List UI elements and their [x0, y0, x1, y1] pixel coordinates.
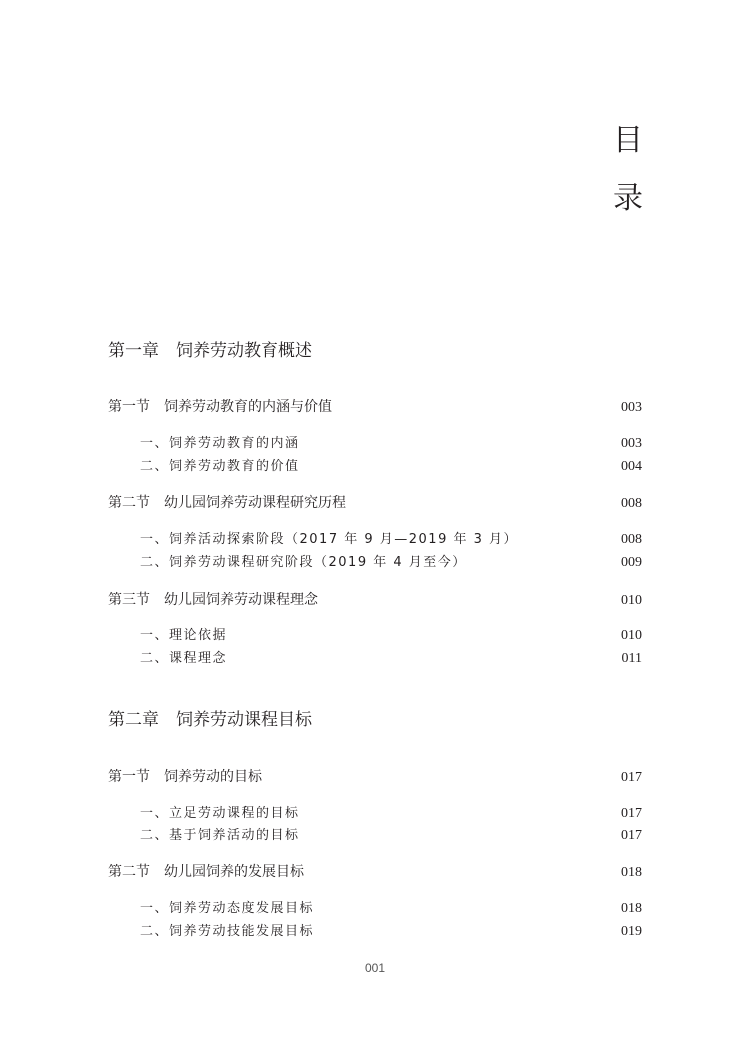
toc-item[interactable]	[140, 528, 642, 548]
section-title: 饲养劳动教育的内涵与价值	[164, 399, 332, 415]
section-number: 第二节	[108, 864, 150, 880]
chapter-heading	[108, 336, 642, 361]
toc-section[interactable]	[108, 861, 642, 881]
section-number: 第二节	[108, 495, 150, 511]
section-page-number: 017	[621, 770, 642, 785]
toc-item[interactable]	[140, 802, 642, 822]
toc-item[interactable]	[140, 647, 642, 667]
item-title: 一、理论依据	[140, 628, 228, 643]
item-title: 一、饲养劳动教育的内涵	[140, 436, 300, 451]
item-page-number: 017	[621, 828, 642, 843]
section-title: 幼儿园饲养劳动课程研究历程	[164, 495, 346, 511]
toc-item[interactable]	[140, 551, 642, 571]
toc-section[interactable]	[108, 766, 642, 786]
toc-title-char-2: 录	[613, 181, 643, 216]
item-title: 二、饲养劳动技能发展目标	[140, 924, 315, 939]
toc-item[interactable]	[140, 624, 642, 644]
toc-item[interactable]	[140, 920, 642, 940]
section-page-number: 008	[621, 496, 642, 511]
item-page-number: 018	[621, 901, 642, 916]
section-page-number: 003	[621, 400, 642, 415]
toc-section[interactable]	[108, 589, 642, 609]
item-page-number: 009	[621, 555, 642, 570]
item-title: 一、饲养劳动态度发展目标	[140, 901, 315, 916]
section-label	[108, 861, 304, 881]
section-page-number: 010	[621, 593, 642, 608]
toc-title-char-1: 目	[613, 123, 643, 158]
chapter-title: 第二章 饲养劳动课程目标	[108, 710, 312, 730]
section-label	[108, 492, 346, 512]
section-number: 第三节	[108, 592, 150, 608]
section-title: 幼儿园饲养的发展目标	[164, 864, 304, 880]
section-title: 幼儿园饲养劳动课程理念	[164, 592, 318, 608]
toc-item[interactable]	[140, 455, 642, 475]
item-page-number: 011	[621, 651, 642, 666]
section-title: 饲养劳动的目标	[164, 769, 262, 785]
item-page-number: 019	[621, 924, 642, 939]
item-title: 二、饲养劳动课程研究阶段（2019 年 4 月至今）	[140, 555, 467, 570]
item-page-number: 003	[621, 436, 642, 451]
section-label	[108, 589, 318, 609]
chapter-title: 第一章 饲养劳动教育概述	[108, 341, 312, 361]
toc-title	[606, 112, 650, 228]
item-title: 二、基于饲养活动的目标	[140, 828, 300, 843]
item-page-number: 017	[621, 806, 642, 821]
item-page-number: 010	[621, 628, 642, 643]
section-page-number: 018	[621, 865, 642, 880]
toc-section[interactable]	[108, 492, 642, 512]
item-title: 二、饲养劳动教育的价值	[140, 459, 300, 474]
section-number: 第一节	[108, 769, 150, 785]
section-label	[108, 396, 332, 416]
item-title: 一、立足劳动课程的目标	[140, 806, 300, 821]
section-number: 第一节	[108, 399, 150, 415]
toc-section[interactable]	[108, 396, 642, 416]
item-page-number: 008	[621, 532, 642, 547]
section-label	[108, 766, 262, 786]
page-number: 001	[364, 961, 386, 975]
item-title: 二、课程理念	[140, 651, 228, 666]
toc-item[interactable]	[140, 432, 642, 452]
item-title: 一、饲养活动探索阶段（2017 年 9 月—2019 年 3 月）	[140, 532, 519, 547]
toc-item[interactable]	[140, 897, 642, 917]
chapter-heading	[108, 705, 642, 730]
item-page-number: 004	[621, 459, 642, 474]
toc-item[interactable]	[140, 824, 642, 844]
